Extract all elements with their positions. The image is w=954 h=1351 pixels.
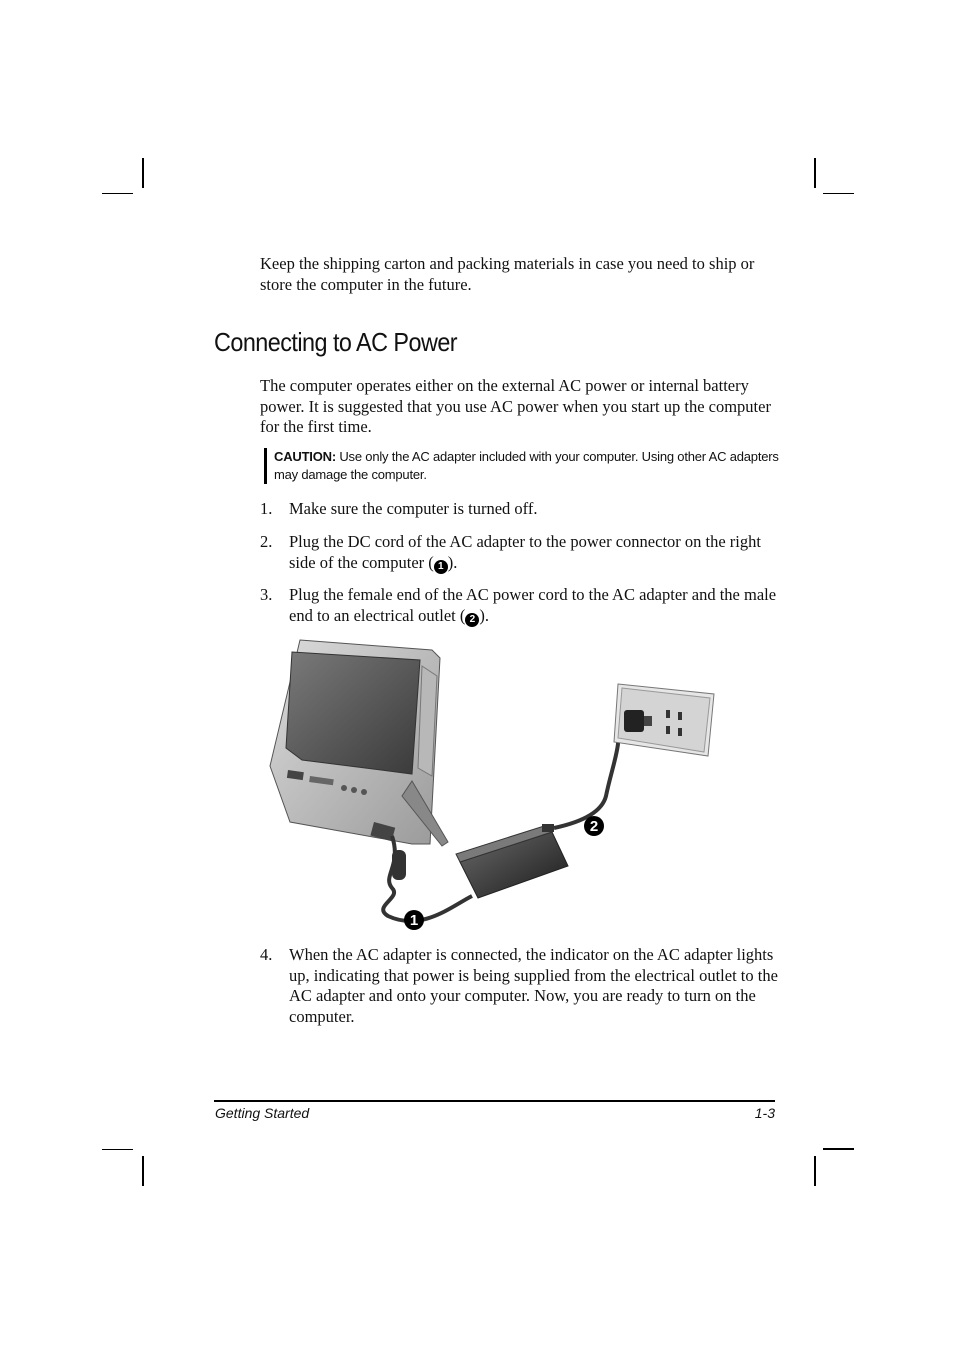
crop-mark [102,1149,133,1150]
step-text-part: ). [447,552,458,572]
crop-mark [823,1148,854,1150]
crop-mark [814,158,816,188]
ac-adapter [456,824,568,898]
footer-rule [214,1100,775,1102]
step-text-part: Plug the female end of the AC power cord to the AC adapter and the male end to an electrical outlet ( [289,585,777,625]
intro-paragraph: Keep the shipping carton and packing materials in case you need to ship or store the computer in the future. [260,254,755,294]
callout-2-label: 2 [589,818,599,835]
caution-text: Use only the AC adapter included with your computer. Using other AC adapters may damage the computer. [274,449,779,482]
ferrite-core [392,850,406,880]
crop-mark [102,193,133,194]
crop-mark [142,1156,144,1186]
callout-2-icon [584,816,604,836]
footer-section-title: Getting Started [215,1105,310,1121]
step-number: 4. [260,945,273,964]
step-text: Make sure the computer is turned off. [289,499,538,518]
step-text [289,532,779,574]
crop-mark [823,193,854,194]
wall-outlet [614,684,714,756]
step-number: 2. [260,532,273,551]
callout-marker-icon: 1 [434,560,448,574]
ac-power-connection-illustration [262,636,722,932]
caution-note [264,448,784,484]
caution-label: CAUTION: [274,449,336,464]
crop-mark [142,158,144,188]
callout-1-label: 1 [409,912,419,929]
callout-marker-icon: 2 [465,613,479,627]
section-heading: Connecting to AC Power [214,327,458,357]
body-paragraph: The computer operates either on the external AC power or internal battery power. It is suggested that you use AC power when you start up the computer for the first time. [260,376,771,436]
tablet-computer [270,640,448,846]
step-text-part: ). [479,605,490,625]
step-text-part: Plug the DC cord of the AC adapter to the power connector on the right side of the computer ( [289,532,761,572]
callout-1-icon [404,910,424,930]
step-text [289,585,779,627]
crop-mark [814,1156,816,1186]
step-number: 3. [260,585,273,604]
page-number: 1-3 [754,1105,775,1121]
step-text: When the AC adapter is connected, the indicator on the AC adapter lights up, indicating that power is being supplied from the electrical outlet to the AC adapter and onto your computer. Now, you are ready to turn on the computer. [289,945,778,1026]
step-number: 1. [260,499,273,518]
